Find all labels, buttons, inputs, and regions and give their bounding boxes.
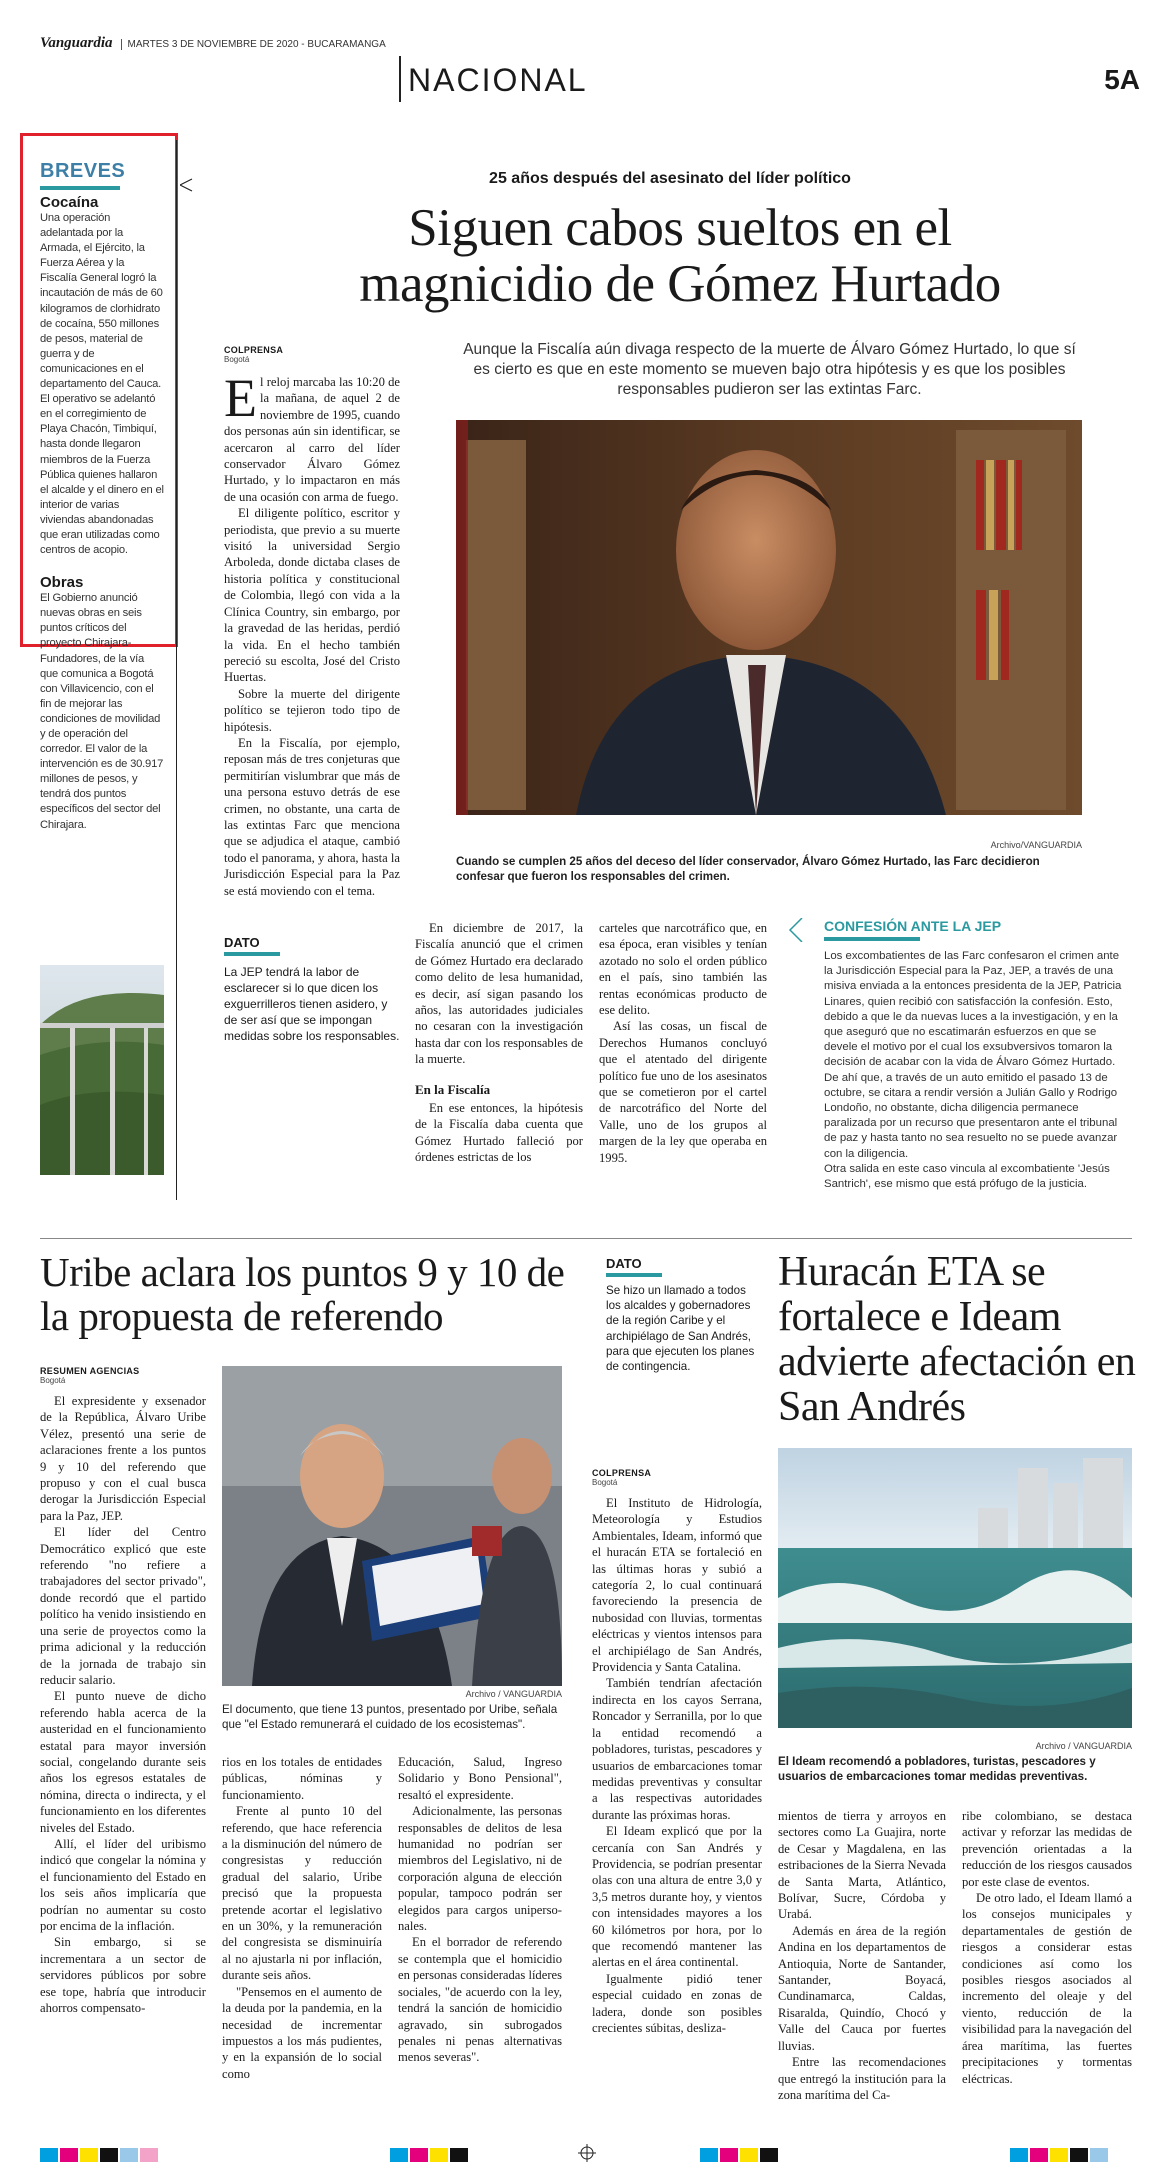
eta-byline-city: Bogotá [592,1478,618,1487]
eta-dato-label: DATO [606,1256,642,1271]
breves-heading-cocaina: Cocaína [40,194,99,211]
eta-col1-p2: También tendrían afectación indirecta en los cayos Serrana, Roncador y Serranilla, por lo que la entidad recomendó a pobladores, turistas, pescadores y usuarios de embarcaciones tomar medidas preventivas y consultar a las respectivas autoridades durante las próximas horas. [592,1676,762,1822]
gomez-hurtado-photo [456,420,1082,815]
print-color-bar-mid [390,2148,470,2167]
confesion-bracket-icon [788,918,804,942]
uribe-byline-city: Bogotá [40,1376,66,1385]
main-col3 [599,920,767,1166]
main-col2-p1: En diciembre de 2017, la Fiscalía anunció que el crimen de Gómez Hurtado era declarado como delito de lesa humanidad, es decir, así sigan pasando los años, las autoridades judiciales no cesaran con la investigación hasta dar con los responsables de la muerte. [415,921,583,1067]
main-col2-subhead: En la Fiscalía [415,1081,491,1097]
main-col3-p1: carteles que narcotráfico que, en esa época, eran visibles y tenían azotado no solo el orden público en el país, sino también las rentas económicas producto de ese delito. [599,921,767,1018]
drop-cap: E [224,368,257,428]
uribe-headline: Uribe aclara los puntos 9 y 10 de la propuesta de referendo [40,1249,565,1339]
eta-caption: El Ideam recomendó a pobladores, turistas, pescadores y usuarios de embarcaciones tomar medidas preventivas. [778,1755,1096,1783]
eta-col1-p3: El Ideam explicó que por la cercanía con San Andrés y Providencia, se podrían presentar olas con una altura de entre 3,0 y 3,5 metros durante hoy, y vientos con intensidades mayores a los 60 kilómetros por hora, por lo que recomendó mantener las alertas en el área continental. [592,1824,762,1970]
print-color-bar-far-right [1010,2148,1110,2167]
main-caption: Cuando se cumplen 25 años del deceso del líder conservador, Álvaro Gómez Hurtado, las Farc decidieron confesar que fueron los responsables del crimen. [456,855,1040,883]
uribe-col1 [40,1366,206,2016]
confesion-p3: Otra salida en este caso vincula al excombatiente 'Jesús Santrich', ese mismo que está prófugo de la justicia. [824,1162,1110,1191]
eta-col3-p2: De otro lado, el Ideam llamó a los consejos municipales y departamentales de gestión de riesgos a considerar estas condiciones así como los posibles riesgos asociados al incremento del oleaje y del viento, reducción de la visibilidad para la navegación del área marítima, las fuertes precipitaciones y tormentas eléctricas. [962,1891,1132,2086]
breves-heading-obras: Obras [40,574,84,592]
uribe-col1-p4: Allí, el líder del uribismo indicó que congelar la nómina y el funcionamiento del Estado en los seis años implicaría que podrían no aumentar su costo por encima de la inflación. [40,1836,206,1933]
uribe-col1-p3: El punto nueve de dicho referendo habla acerca de la austeridad en el funcionamiento estatal para mayor inversión social, congelando durante seis años los egresos estatales de nómina, directa o indirecta, y el funcionamiento en los diferentes niveles del Estado. [40,1689,206,1835]
breves-title: BREVES [40,160,120,190]
main-deck: Aunque la Fiscalía aún divaga respecto de la muerte de Álvaro Gómez Hurtado, lo que sí es cierto es que en este momento se mueven bajo otra hipótesis y es que los posibles responsables pudieron ser las extintas Farc. [463,341,1076,398]
kicker-arrow-icon [180,178,194,192]
confesion-p1: Los excombatientes de las Farc confesaron el crimen ante la Jurisdicción Especial para la Paz, JEP, a través de una misiva enviada a la entonces presidenta de la JEP, Patricia Linares, quien recibió con satisfacción la confesión. Esto, debido a que le da nuevas luces a la investigación, y en la que aseguró que no escatimarán esfuerzos en que se devele el motivo por el cual los exsubversivos tomaron la decisión de acabar con la vida de Álvaro Gómez Hurtado. [824,950,1122,1069]
eta-dato-text: Se hizo un llamado a todos los alcaldes y gobernadores de la región Caribe y el archipiélago de San Andrés, para que ejecuten los planes de contingencia. [606,1284,755,1374]
main-col3-p2: Así las cosas, un fiscal de Derechos Humanos concluyó que el atentado del dirigente político fue uno de los asesinatos que se cometieron por el cartel de narcotráfico del Norte del Valle, uno de los grupos al margen de la ley que operaba en 1995. [599,1019,767,1165]
eta-col2-p3: Entre las recomendaciones que entregó la institución para la zona marítima del Ca- [778,2055,946,2102]
section-divider [40,1238,1132,1239]
uribe-col3-p1: Educación, Salud, Ingreso Solidario y Bono Pensional", resaltó el expresidente. [398,1755,562,1802]
confesion-p2: De ahí que, a través de un auto emitido el pasado 13 de octubre, se citara a rendir versión a Julián Gallo y Rodrigo Londoño, no obstante, dicha diligencia permanece paralizada por un recurso que presentaron ante el tribunal de paz y hasta tanto no sea resuelto no se puede avanzar con la diligencia. [824,1071,1118,1160]
uribe-col2-p1: rios en los totales de entidades públicas, nóminas y funcionamiento. [222,1755,382,1802]
eta-dato-box [606,1256,756,1374]
confesion-title: CONFESIÓN ANTE LA JEP [824,918,1002,934]
uribe-photo-credit: Archivo / VANGUARDIA [465,1689,562,1699]
san-andres-photo [778,1448,1132,1728]
breves-text-obras: El Gobierno anunció nuevas obras en seis puntos críticos del proyecto Chirajara-Fundadores, de la vía que comunica a Bogotá con Villavicencio, con el fin de mejorar las condiciones de movilidad y de operación del corredor. El valor de la intervención es de 30.917 millones de pesos, y tendrá dos puntos específicos del sector del Chirajara. [40,592,164,831]
uribe-photo [222,1366,562,1686]
main-col2-p2: En ese entonces, la hipótesis de la Fiscalía daba cuenta que Gómez Hurtado falleció por órdenes estrictas de los [415,1101,583,1165]
main-col1-p3: Sobre la muerte del dirigente político se tejieron todo tipo de hipótesis. [224,686,400,734]
main-byline-name: COLPRENSA [224,345,284,355]
breves-divider [176,140,177,1200]
page-number: 5A [1104,64,1140,95]
eta-col2-p1: mientos de tierra y arroyos en sectores como La Guajira, norte de Cesar y Magdalena, en las estribaciones de la Sierra Nevada de Santa Marta, Atlántico, Bolívar, Sucre, Córdoba y Urabá. [778,1809,946,1922]
main-headline: Siguen cabos sueltos en el magnicidio de Gómez Hurtado [359,199,1001,313]
masthead [40,34,1140,104]
eta-col3-p1: ribe colombiano, se destaca activar y reforzar las medidas de prevención orientadas a la reducción de los riesgos causados por este clase de eventos. [962,1809,1132,1889]
dateline: MARTES 3 DE NOVIEMBRE DE 2020 - BUCARAMANGA [121,39,386,50]
uribe-col2-p2: Frente al punto 10 del referendo, que hace referencia a la disminución del número de congresistas y reducción gradual del salario, Uribe precisó que la propuesta pretende acortar el legislativo en un 30%, y la remuneración del congresista se disminuiría al no ajustarla ni por inflación, durante seis años. [222,1804,382,1983]
bridge-photo [40,965,164,1175]
eta-col2 [778,1808,946,2103]
eta-headline: Huracán ETA se fortalece e Ideam advierte afectación en San Andrés [778,1249,1136,1430]
uribe-col3 [398,1754,562,2066]
eta-byline-name: COLPRENSA [592,1468,652,1478]
uribe-col2 [222,1754,382,2082]
uribe-col3-p2: Adicionalmente, las personas responsables de delitos de lesa humanidad no podrían ser miembros del Legislativo, ni de corporación alguna de elección popular, tampoco podrán ser elegidos para cargos unipersonales. [398,1804,562,1934]
main-dato-text: La JEP tendrá la labor de esclarecer si lo que dicen los exguerrilleros tienen asidero, y de ser así que se impongan medidas sobre los responsables. [224,965,400,1043]
print-color-bar-left [40,2148,160,2167]
uribe-col3-p3: En el borrador de referendo se contempla que el homicidio en personas consideradas líderes sociales, "de acuerdo con la ley, tendrá la sanción de homicidio agravado, sin subrogados penales ni penas alternativas menos severas". [398,1935,563,2065]
uribe-col1-p5: Sin embargo, si se incrementara a un sector de servidores públicos por sobre ese tope, habría que introducir ahorros compensato- [40,1935,206,2016]
uribe-col1-p2: El líder del Centro Democrático explicó que este referendo "no refiere a trabajadores del sector privado", donde recordó que el partido político ha venido insistiendo en una serie de proyectos como la prima adicional y la reducción de la jornada de trabajo sin reducir salario. [40,1525,206,1687]
main-col1-p4: En la Fiscalía, por ejemplo, reposan más de tres conjeturas que permitirían vislumbrar que más de una persona estuvo detrás de ese crimen, no obstante, una carta de las extintas Farc que menciona que se adjudica el ataque, cambió todo el panorama, y ahora, hasta la Jurisdicción Especial para la Paz se está moviendo con el tema. [224,735,400,898]
main-photo-credit: Archivo/VANGUARDIA [990,840,1082,850]
eta-col1-p4: Igualmente pidió tener especial cuidado en zonas de ladera, donde son posibles crecientes súbitas, desliza- [592,1971,762,2035]
eta-photo-credit: Archivo / VANGUARDIA [1035,1741,1132,1751]
confesion-box [824,918,1124,1192]
main-dato-label: DATO [224,935,260,950]
main-col1-p2: El diligente político, escritor y periodista, que previo a su muerte visitó la universidad Sergio Arboleda, donde dictaba clases de historia política y constitucional de Colombia, llegó con vida a la Clínica Country, sin embargo, por la gravedad de las heridas, perdió la vida. En el hecho también pereció su escolta, José del Cristo Huertas. [224,506,400,685]
eta-col2-p2: Además en área de la región Andina en los departamentos de Antioquia, Norte de Santander, Santander, Boyacá, Cundinamarca, Caldas, Risaralda, Quindío, Chocó y Valle del Cauca por fuertes lluvias. [778,1923,946,2053]
uribe-byline-name: RESUMEN AGENCIAS [40,1366,140,1376]
eta-col3 [962,1808,1132,2087]
main-dato-box [224,935,400,1044]
uribe-col1-p1: El expresidente y exsenador de la República, Álvaro Uribe Vélez, presentó una serie de aclaraciones frente a los puntos 9 y 10 del referendo que propuso y con el cual busca derogar la Jurisdicción Especial para la Paz, JEP. [40,1394,206,1523]
main-col2 [415,920,583,1166]
section-title: NACIONAL [408,62,588,98]
eta-col1-p1: El Instituto de Hidrología, Meteorología y Estudios Ambientales, Ideam, informó que el huracán ETA se fortaleció en las últimas horas y subió a categoría 2, lo cual continuará favoreciendo la presencia de nubosidad con lluvias, tormentas eléctricas y vientos intensos para el archipiélago de San Andrés, Providencia y Santa Catalina. [592,1496,762,1675]
main-byline-city: Bogotá [224,355,250,364]
breves-column [40,160,164,833]
breves-text-cocaina: Una operación adelantada por la Armada, el Ejército, la Fuerza Aérea y la Fiscalía General logró la incautación de más de 60 kilogramos de clorhidrato de cocaína, 550 millones de pesos, material de guerra y de comunicaciones en el departamento del Cauca. El operativo se adelantó en el corregimiento de Playa Chacón, Timbiquí, hasta donde llegaron miembros de la Fuerza Pública quienes hallaron el alcalde y el dinero en el interior de varias viviendas abandonadas que eran utilizadas como centros de acopio. [40,212,164,557]
main-kicker: 25 años después del asesinato del líder político [489,170,851,187]
section-rule [399,56,401,102]
brand-logo: Vanguardia [40,35,113,51]
main-col1-p1: l reloj marcaba las 10:20 de la mañana, de aquel 2 de noviembre de 1995, cuando dos personas aún sin identificar, se acercaron al carro del líder conservador Álvaro Gómez Hurtado, y lo impactaron en más de una ocasión con arma de fuego. [224,375,400,504]
registration-mark-icon [578,2144,596,2162]
eta-col1 [592,1468,762,2036]
main-col1 [224,345,400,1044]
uribe-caption: El documento, que tiene 13 puntos, presentado por Uribe, señala que "el Estado remunerará el cuidado de los ecosistemas". [222,1703,558,1731]
print-color-bar-right [700,2148,780,2167]
uribe-col2-p3: "Pensemos en el aumento de la deuda por la pandemia, en la necesidad de incrementar impuestos a los más pudientes, y en la expansión de lo social como [222,1984,382,2081]
